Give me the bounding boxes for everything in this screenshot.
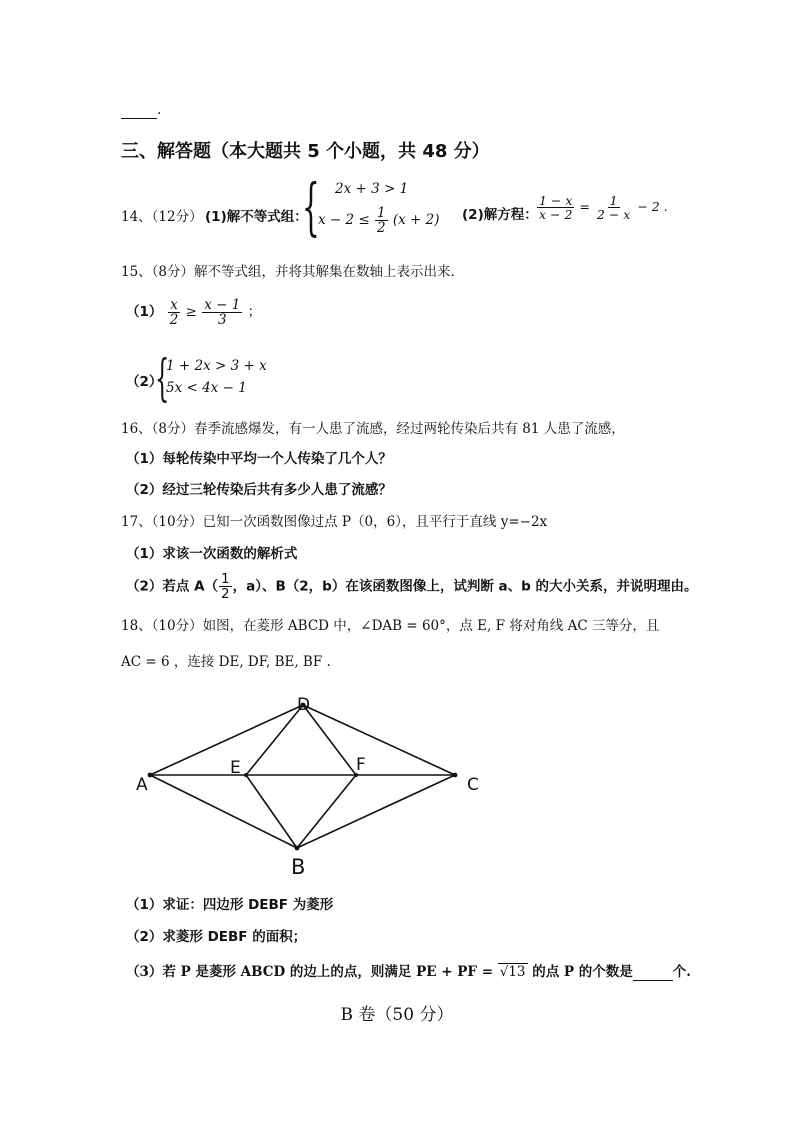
q14-number: 14、（12分） bbox=[121, 209, 203, 225]
vertex-C bbox=[453, 773, 458, 778]
label-A: A bbox=[136, 775, 148, 795]
vertex-A bbox=[148, 773, 153, 778]
q18-part3: （3）若 P 是菱形 ABCD 的边上的点，则满足 PE + PF = √13 的点 P 的个数是 个. bbox=[126, 964, 691, 980]
segment-EB bbox=[246, 775, 297, 848]
section-title: 三、解答题（本大题共 5 个小题，共 48 分） bbox=[121, 141, 490, 162]
q16-part1: （1）每轮传染中平均一个人传染了几个人？ bbox=[126, 451, 392, 467]
q18-text-line2: AC = 6 ，连接 DE, DF, BE, BF . bbox=[121, 654, 331, 670]
label-C: C bbox=[467, 775, 479, 795]
q15-text: 15、（8分）解不等式组，并将其解集在数轴上表示出来. bbox=[121, 264, 455, 280]
q14-inequality-2: x − 2 ≤ $\frac{1}{2}$ (x + 2) bbox=[318, 205, 440, 237]
q16-part2: （2）经过三轮传染后共有多少人患了流感？ bbox=[126, 482, 392, 498]
edge-DC bbox=[303, 705, 455, 775]
label-F: F bbox=[356, 755, 366, 775]
q18-text: 18、（10分）如图，在菱形 ABCD 中，∠DAB = 60°，点 E, F 将对角线 AC 三等分，且 bbox=[121, 618, 660, 634]
q16-text: 16、（8分）春季流感爆发，有一人患了流感，经过两轮传染后共有 81 人患了流感， bbox=[121, 421, 625, 437]
q14-system-brace: { bbox=[302, 170, 320, 243]
point-E bbox=[244, 773, 248, 777]
q14-part1-label: (1)解不等式组： bbox=[205, 209, 308, 225]
rhombus-lines bbox=[150, 705, 455, 848]
b-section-title: B 卷（50 分） bbox=[340, 1005, 454, 1025]
q18-part1: （1）求证：四边形 DEBF 为菱形 bbox=[126, 897, 334, 913]
vertex-dots bbox=[148, 703, 458, 851]
label-E: E bbox=[230, 758, 241, 778]
q17-text: 17、（10分）已知一次函数图像过点 P（0，6），且平行于直线 y=−2x bbox=[121, 514, 548, 530]
q17-part1: （1）求该一次函数的解析式 bbox=[126, 546, 298, 562]
q14-inequality-1: 2x + 3 > 1 bbox=[335, 181, 409, 197]
answer-blank bbox=[633, 964, 673, 981]
vertex-B bbox=[295, 846, 300, 851]
segment-DE bbox=[246, 705, 303, 775]
q14-frac-half: $\frac{1}{2}$ bbox=[377, 205, 386, 237]
q14-part2-label: (2)解方程： bbox=[462, 207, 538, 223]
edge-BA bbox=[150, 775, 297, 848]
edge-AD bbox=[150, 705, 303, 775]
q18-part2: （2）求菱形 DEBF 的面积； bbox=[126, 929, 307, 945]
q15-part2-label: （2） bbox=[126, 374, 163, 390]
q15-inequality-1: 1 + 2x > 3 + x bbox=[166, 358, 267, 374]
label-B: B bbox=[291, 855, 306, 879]
segment-FB bbox=[297, 775, 356, 848]
edge-CB bbox=[297, 775, 455, 848]
q17-part2: （2）若点 A（ $\frac{1}{2}$ ，a）、B（2，b）在该函数图像上，试判断 a、b 的大小关系，并说明理由。 bbox=[126, 571, 698, 603]
label-D: D bbox=[297, 695, 311, 715]
segment-DF bbox=[303, 705, 356, 775]
q15-system-brace: { bbox=[155, 349, 170, 407]
q15-inequality-2: 5x < 4x − 1 bbox=[166, 380, 247, 396]
q14-equation: $\frac{1 - x}{x - 2}$ = $\frac{1}{2 - x}$ − 2 . bbox=[539, 193, 668, 223]
top-answer-blank: . bbox=[121, 102, 161, 119]
q15-part1: （1） $\frac{x}{2}$ ≥ $\frac{x - 1}{3}$ ； bbox=[126, 297, 262, 329]
